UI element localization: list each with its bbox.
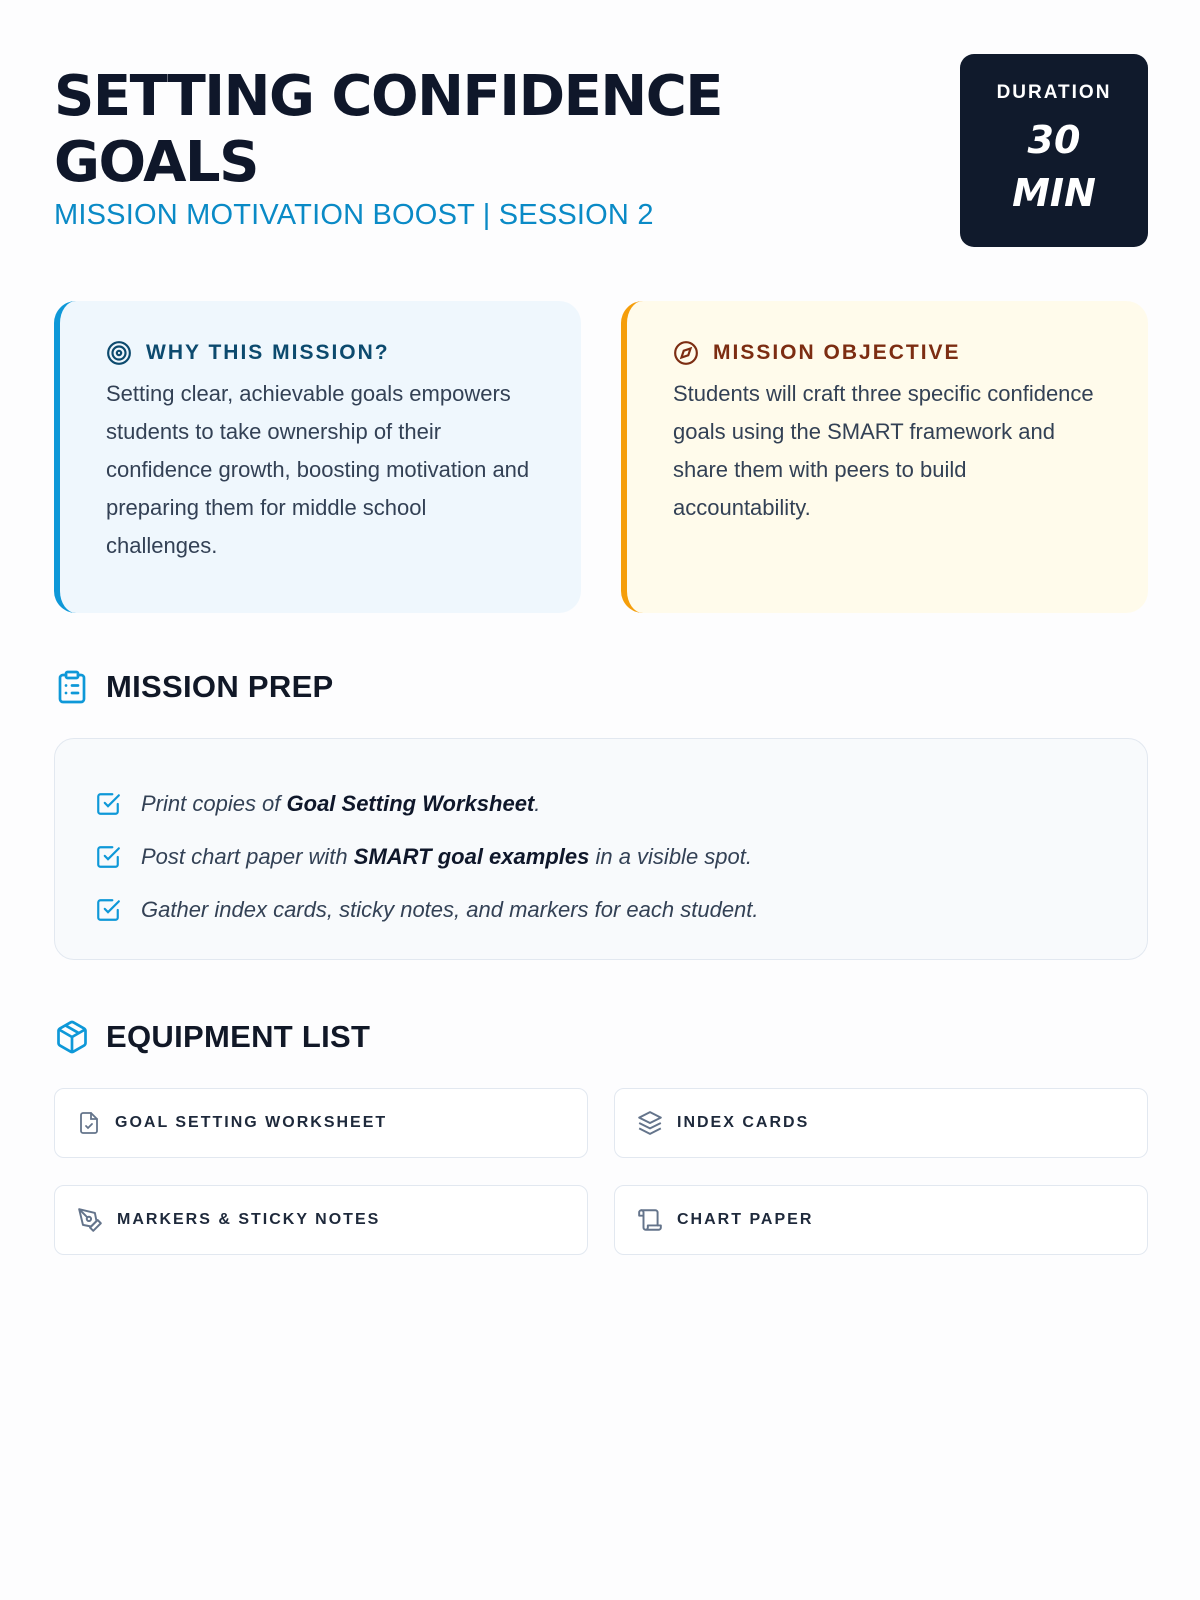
- duration-badge: [960, 54, 1148, 247]
- prep-item: [95, 883, 1107, 936]
- checkbox-checked-icon: [95, 844, 123, 870]
- page-subtitle: MISSION MOTIVATION BOOST | SESSION 2: [54, 199, 654, 231]
- equipment-item: [614, 1088, 1148, 1158]
- checkbox-checked-icon: [95, 897, 123, 923]
- header: [54, 54, 1148, 268]
- mission-prep-box: [54, 738, 1148, 960]
- mission-prep-heading: [54, 668, 334, 706]
- prep-item-text: Post chart paper with SMART goal examples in a visible spot.: [141, 843, 752, 869]
- equipment-list-title: EQUIPMENT LIST: [106, 1019, 371, 1054]
- page-title: SETTING CONFIDENCE GOALS: [54, 64, 723, 195]
- package-icon: [54, 1018, 90, 1056]
- equipment-item: [54, 1185, 588, 1255]
- why-mission-title: WHY THIS MISSION?: [146, 341, 390, 364]
- why-mission-body: Setting clear, achievable goals empowers students to take ownership of their confidence growth, boosting motivation and preparing them for middle school challenges.: [106, 381, 530, 558]
- equipment-list-heading: [54, 1018, 370, 1056]
- compass-icon: [673, 340, 699, 366]
- duration-label: DURATION: [996, 82, 1112, 103]
- equipment-item-label: GOAL SETTING WORKSHEET: [115, 1114, 388, 1131]
- why-mission-header: [106, 339, 537, 367]
- clipboard-list-icon: [54, 668, 90, 706]
- equipment-item: [54, 1088, 588, 1158]
- info-cards: [54, 301, 1148, 613]
- pen-tool-icon: [77, 1207, 103, 1233]
- mission-objective-header: [673, 339, 1104, 367]
- equipment-item-label: CHART PAPER: [677, 1211, 814, 1228]
- mission-objective-card: [621, 301, 1148, 613]
- equipment-item-label: MARKERS & STICKY NOTES: [117, 1211, 381, 1228]
- file-check-icon: [77, 1110, 101, 1136]
- equipment-item: [614, 1185, 1148, 1255]
- layers-icon: [637, 1110, 663, 1136]
- prep-item-text: Gather index cards, sticky notes, and markers for each student.: [141, 896, 759, 922]
- why-mission-card: [54, 301, 581, 613]
- prep-item: [95, 830, 1107, 883]
- mission-objective-body: Students will craft three specific confidence goals using the SMART framework and share them with peers to build accountability.: [673, 381, 1094, 520]
- mission-objective-title: MISSION OBJECTIVE: [713, 341, 961, 364]
- prep-item-text: Print copies of Goal Setting Worksheet.: [141, 790, 541, 816]
- scroll-icon: [637, 1207, 663, 1233]
- mission-prep-title: MISSION PREP: [106, 669, 334, 704]
- lesson-page: [54, 54, 1148, 1228]
- checkbox-checked-icon: [95, 791, 123, 817]
- duration-value: 30 MIN: [1012, 118, 1096, 215]
- target-icon: [106, 340, 132, 366]
- prep-item: [95, 777, 1107, 830]
- equipment-item-label: INDEX CARDS: [677, 1114, 810, 1131]
